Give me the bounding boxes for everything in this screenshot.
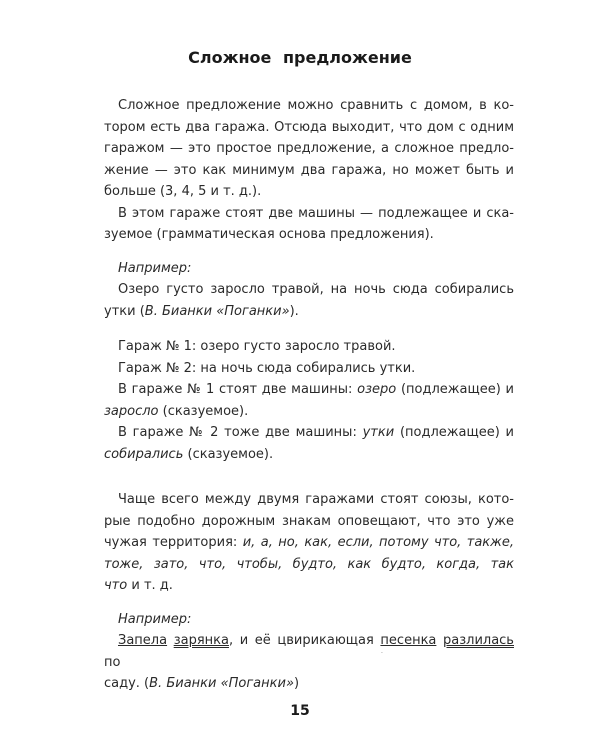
conjunction-list: и, а, но, как, если, потому что, также, [242, 535, 514, 550]
text-line: жение — это как минимум два гаража, но может быть и [104, 162, 514, 178]
text-line: Сложное предложение можно сравнить с домом, в ко- [118, 98, 514, 113]
example-label: Например: [118, 260, 192, 276]
garage-1-explanation: В гараже № 1 стоят две машины: озеро (подлежащее) и [118, 382, 514, 397]
garage-2-explanation-cont: собирались (сказуемое). [104, 446, 274, 462]
example-sentence [104, 630, 514, 695]
garage-1-explanation-cont: заросло (сказуемое). [104, 403, 249, 419]
paragraph-intro [104, 95, 514, 203]
garage-2-line: Гараж № 2: на ночь сюда собирались утки. [118, 360, 416, 376]
text-line: тором есть два гаража. Отсюда выходит, что дом с одним [104, 119, 514, 135]
paragraph-conjunctions [104, 489, 514, 597]
paragraph-grammar-base [104, 203, 514, 246]
text-line: Чаще всего между двумя гаражами стоят союзы, кото- [118, 492, 514, 507]
text-line: Озеро густо заросло травой, на ночь сюда собирались [118, 282, 514, 297]
example-label: Например: [118, 611, 192, 627]
page-title: Сложное предложение [188, 48, 412, 67]
underlined-word: разлилась [443, 633, 514, 648]
predicate-word: заросло [104, 403, 159, 419]
page-content [104, 95, 514, 695]
underlined-word: песенка [380, 633, 437, 648]
underlined-word: Запела [118, 633, 168, 648]
underlined-word: зарянка [173, 633, 229, 648]
garage-2-explanation: В гараже № 2 тоже две машины: утки (подлежащее) и [118, 425, 514, 440]
text-line: зуемое (грамматическая основа предложения). [104, 227, 434, 242]
text-line: Запела зарянка, и её цвирикающая песенка разлилась по [104, 633, 514, 670]
stray-dot: · [381, 650, 383, 657]
text-line: утки (В. Бианки «Поганки»). [104, 303, 299, 319]
text-line: гаражом — это простое предложение, а сложное предло- [104, 141, 514, 156]
text-line: что и т. д. [104, 578, 173, 593]
page-number: 15 [290, 703, 310, 719]
text-line: больше (3, 4, 5 и т. д.). [104, 184, 262, 199]
text-line: рые подобно дорожным знакам оповещают, что это уже [104, 513, 514, 529]
text-line: чужая территория: и, а, но, как, если, потому что, также, [104, 535, 514, 550]
analysis-block [104, 336, 514, 465]
subject-word: утки [362, 425, 395, 440]
garage-1-line: Гараж № 1: озеро густо заросло травой. [118, 339, 396, 354]
subject-word: озеро [357, 382, 397, 397]
conjunction-list: что [104, 578, 128, 593]
text-line: саду. (В. Бианки «Поганки») [104, 676, 300, 691]
example-sentence [104, 279, 514, 322]
source-citation: В. Бианки «Поганки» [144, 303, 290, 319]
source-citation: В. Бианки «Поганки» [149, 676, 294, 691]
predicate-word: собирались [104, 446, 184, 462]
conjunction-list: тоже, зато, что, чтобы, будто, как будто, когда, так [104, 556, 514, 572]
text-line: В этом гараже стоят две машины — подлежащее и ска- [118, 205, 514, 221]
